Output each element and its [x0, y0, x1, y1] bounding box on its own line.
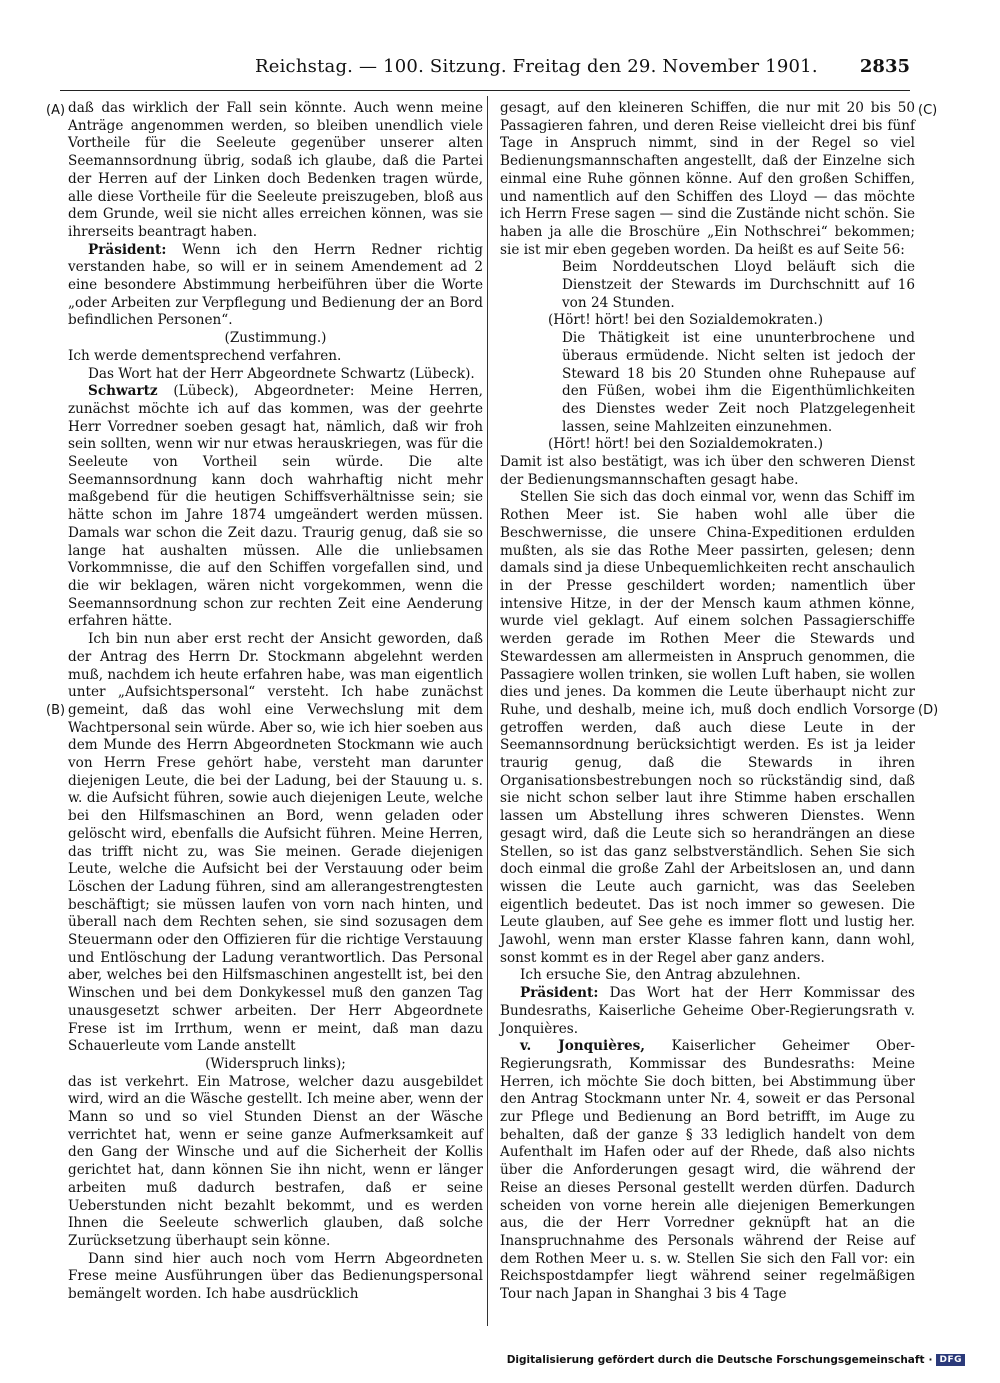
paragraph-text: Ich werde dementsprechend verfahren.	[68, 347, 342, 364]
paragraph-text: Beim Norddeutschen Lloyd beläuft sich die Dienstzeit der Stewards im Durchschnitt auf 16 von 24 Stunden.	[562, 259, 915, 311]
speaker-name: Präsident:	[520, 985, 599, 1002]
paragraph-text: (Lübeck), Abgeordneter: Meine Herren, zunächst möchte ich auf das kommen, was der geehrte Herr Vorredner soeben gesagt hat, nämlich, daß wir froh sein sollten, wenn wir nur etwas herauskriegen, was für die Seeleute von Vortheil sein würde. Die alte Seemannsordnung kann doch wahrhaftig nicht mehr maßgebend für die heutigen Schiffsverhältnisse sein; sie hätte schon im Jahre 1874 umgeändert werden müssen. Damals war schon die Zeit dazu. Traurig genug, daß sie so lange hat aushalten müssen. Alle die unliebsamen Vorkommnisse, die auf den Schiffen vorgefallen sind, und die wir beklagen, wären nicht vorgekommen, wenn die Seemannsordnung schon zur rechten Zeit eine Aenderung erfahren hätte.	[68, 383, 483, 630]
paragraph-text: (Hört! hört! bei den Sozialdemokraten.)	[548, 436, 824, 453]
paragraph	[500, 100, 915, 259]
paragraph-text: Ich bin nun aber erst recht der Ansicht geworden, daß der Antrag des Herrn Dr. Stockmann abgelehnt werden muß, nachdem ich heute erfahren habe, was man eigentlich unter „Aufsichtspersonal“ versteht. Ich habe zunächst gemeint, daß das wohl eine Verwechslung mit dem Wachtpersonal sein würde. Aber so, wie ich hier soeben aus dem Munde des Herrn Abgeordneten Stockmann wie auch von Herrn Frese gehört habe, versteht man darunter diejenigen Leute, die bei der Ladung, bei der Stauung u. s. w. die Aufsicht führen, sowie auch diejenigen Leute, welche bei den Hilfsmaschinen an Bord, wenn geladen oder gelöscht wird, ebenfalls die Aufsicht führen. Meine Herren, das trifft nicht zu, was Sie meinen. Gerade diejenigen Leute, welche die Aufsicht bei der Verstauung oder beim Löschen der Ladung führen, sind am allerangestrengtesten beschäftigt; sie müssen laufen von vorn nach hinten, und überall nach dem Rechten sehen, sie sind sozusagen dem Steuermann oder den Offizieren für die richtige Verstauung und Entlöschung der Ladung verantwortlich. Das Personal aber, welches bei den Hilfsmaschinen angestellt ist, bei den Winschen und bei dem Donkykessel muß den ganzen Tag unausgesetzt schwer arbeiten. Der Herr Abgeordnete Frese ist im Irrthum, wenn er meint, daß man dazu Schauerleute vom Lande anstellt	[68, 631, 483, 1055]
paragraph	[500, 985, 915, 1038]
paragraph	[68, 330, 483, 348]
paragraph-text: Damit ist also bestätigt, was ich über den schweren Dienst der Bedienungsmannschaften gesagt habe.	[500, 454, 915, 488]
paragraph-text: (Zustimmung.)	[224, 330, 327, 347]
paragraph-text: daß das wirklich der Fall sein könnte. Auch wenn meine Anträge angenommen werden, so bleiben unendlich viele Vortheile für die Seeleute gegenüber unserer alten Seemannsordnung übrig, sodaß ich glaube, daß die Partei der Herren auf der Linken doch Bedenken tragen würde, alle diese Vortheile für die Seeleute preiszugeben, bloß aus dem Grunde, weil sie nicht alles erreichen können, was sie ihrerseits beantragt haben.	[68, 100, 483, 240]
paragraph	[68, 366, 483, 384]
paragraph-text: Ich ersuche Sie, den Antrag abzulehnen.	[520, 967, 801, 984]
paragraph	[548, 312, 915, 330]
paragraph	[68, 383, 483, 631]
page-header	[60, 50, 910, 91]
paragraph-text: Stellen Sie sich das doch einmal vor, wenn das Schiff im Rothen Meer ist. Sie haben wohl alle über die Beschwernisse, die unsere China-Expeditionen erdulden mußten, als sie das Rothe Meer passirten, gelesen; denn damals sind ja diese Unbequemlichkeiten recht anschaulich in der Presse geschildert worden; namentlich über intensive Hitze, in der der Mensch kaum athmen könne, wurde viel geklagt. Auf einem solchen Passagierschiffe werden gerade im Rothen Meer die Stewards und Stewardessen am allermeisten in Anspruch genommen, die Passagiere wollen trinken, sie wollen Luft haben, sie wollen dies und jenes. Da kommen die Leute überhaupt nicht zur Ruhe, und deshalb, meine ich, muß doch endlich Vorsorge getroffen werden, daß auch diese Leute in der Seemannsordnung berücksichtigt werden. Es ist ja leider traurig genug, daß die Stewards in ihren Organisationsbestrebungen noch so rückständig sind, daß sie nicht schon selber laut ihre Stimme haben erschallen lassen um Abstellung ihres schweren Dienstes. Wenn gesagt wird, daß die Leute sich so herandrängen an diese Stellen, so ist das ganz selbstverständlich. Sehen Sie sich doch einmal die große Zahl der Arbeitslosen an, und dann wissen die Leute auch garnicht, was das Seeleben eigentlich bedeutet. Das ist noch immer so gewesen. Die Leute glauben, auf See gehe es immer flott und lustig her. Jawohl, wenn man erster Klasse fahren kann, dann wohl, sonst kommt es in der Regel aber ganz anders.	[500, 489, 915, 966]
paragraph-text: das ist verkehrt. Ein Matrose, welcher dazu ausgebildet wird, wird an die Wäsche gestellt. Ich meine aber, wenn der Mann so und so viel Stunden Dienst an der Wäsche verrichtet hat, wenn er seine ganze Aufmerksamkeit auf den Gang der Winsche und auf die Sicherheit der Kollis gerichtet hat, dann können Sie ihn nicht, wenn er länger arbeiten muß dadurch bestrafen, daß er seine Ueberstunden nicht bezahlt bekommt, und es werden Ihnen die Seeleute schwerlich glauben, daß solche Zurücksetzung überhaupt sein könne.	[68, 1073, 483, 1249]
footer	[507, 1354, 965, 1366]
margin-marker-b: (B)	[46, 703, 66, 718]
paragraph	[68, 100, 483, 242]
column-divider	[487, 96, 488, 1326]
dfg-logo: DFG	[936, 1354, 965, 1366]
margin-marker-c: (C)	[918, 103, 938, 118]
paragraph	[68, 1056, 483, 1074]
speaker-name: Präsident:	[88, 241, 167, 258]
page-number: 2835	[859, 56, 910, 77]
paragraph	[68, 242, 483, 331]
running-title: Reichstag. — 100. Sitzung. Freitag den 29. November 1901.	[255, 56, 818, 77]
paragraph	[562, 330, 915, 436]
speaker-name: v. Jonquières,	[520, 1038, 646, 1055]
margin-marker-d: (D)	[918, 703, 939, 718]
paragraph	[500, 967, 915, 985]
paragraph-text: Dann sind hier auch noch vom Herrn Abgeordneten Frese meine Ausführungen über das Bedienungspersonal bemängelt worden. Ich habe ausdrücklich	[68, 1250, 483, 1303]
paragraph-text: (Hört! hört! bei den Sozialdemokraten.)	[548, 312, 824, 329]
footer-credit: Digitalisierung gefördert durch die Deutsche Forschungsgemeinschaft	[506, 1354, 925, 1366]
paragraph	[548, 436, 915, 454]
paragraph-text: gesagt, auf den kleineren Schiffen, die nur mit 20 bis 50 Passagieren fahren, und deren Reise vielleicht drei bis fünf Tage in Anspruch nimmt, sind in der Regel so viel Bedienungsmannschaften angestellt, daß der Einzelne sich einmal eine Ruhe gönnen könne. Auf den großen Schiffen, und namentlich auf den Schiffen des Lloyd — das möchte ich Herrn Frese sagen — sind die Zustände nicht schön. Sie haben ja alle die Broschüre „Ein Nothschrei“ bekommen; sie ist mir eben gegeben worden. Da heißt es auf Seite 56:	[500, 100, 915, 258]
paragraph	[68, 1251, 483, 1304]
paragraph-text: Wenn ich den Herrn Redner richtig verstanden habe, so will er in seinem Amendement ad 2 eine besondere Abstimmung herbeiführen über die Worte „oder Arbeiten zur Verpflegung und Bedienung der an Bord befindlichen Personen“.	[68, 241, 483, 329]
paragraph-text: Kaiserlicher Geheimer Ober-Regierungsrath, Kommissar des Bundesraths: Meine Herren, ich möchte Sie doch bitten, bei Abstimmung über den Antrag Stockmann unter Nr. 4, soweit er das Personal zur Pflege und Bedienung an Bord betrifft, im Auge zu behalten, daß der ganze § 33 lediglich handelt von dem Aufenthalt im Hafen oder auf der Rhede, daß also nichts über die Anforderungen gesagt wird, die während der Reise an dieses Personal gestellt werden dürfen. Dadurch scheiden von vorne herein alle diejenigen Bemerkungen aus, die der Herr Vorredner geknüpft hat an die Inanspruchnahme des Personals während der Reise auf dem Rothen Meer u. s. w. Stellen Sie sich den Fall vor: ein Reichspostdampfer liegt während seiner regelmäßigen Tour nach Japan in Shanghai 3 bis 4 Tage	[500, 1038, 915, 1303]
paragraph	[500, 1038, 915, 1304]
paragraph	[500, 454, 915, 489]
left-column	[68, 100, 483, 1304]
footer-separator: ·	[928, 1354, 933, 1366]
paragraph-text: Die Thätigkeit ist eine ununterbrochene und überaus ermüdende. Nicht selten ist jedoch der Steward 18 bis 20 Stunden ohne Ruhepause auf den Füßen, wobei ihm die Eigenthümlichkeiten des Dienstes weder Zeit noch Platzgelegenheit lassen, seine Mahlzeiten einzunehmen.	[562, 330, 915, 435]
paragraph	[562, 259, 915, 312]
margin-marker-a: (A)	[46, 103, 66, 118]
paragraph	[68, 631, 483, 1056]
speaker-name: Schwartz	[88, 383, 158, 400]
paragraph	[500, 489, 915, 967]
paragraph	[68, 1074, 483, 1251]
paragraph-text: Das Wort hat der Herr Kommissar des Bundesraths, Kaiserliche Geheime Ober-Regierungsrath v. Jonquières.	[500, 985, 915, 1037]
right-column	[500, 100, 915, 1304]
paragraph-text: Das Wort hat der Herr Abgeordnete Schwartz (Lübeck).	[88, 365, 475, 382]
paragraph	[68, 348, 483, 366]
paragraph-text: (Widerspruch links);	[205, 1055, 346, 1072]
